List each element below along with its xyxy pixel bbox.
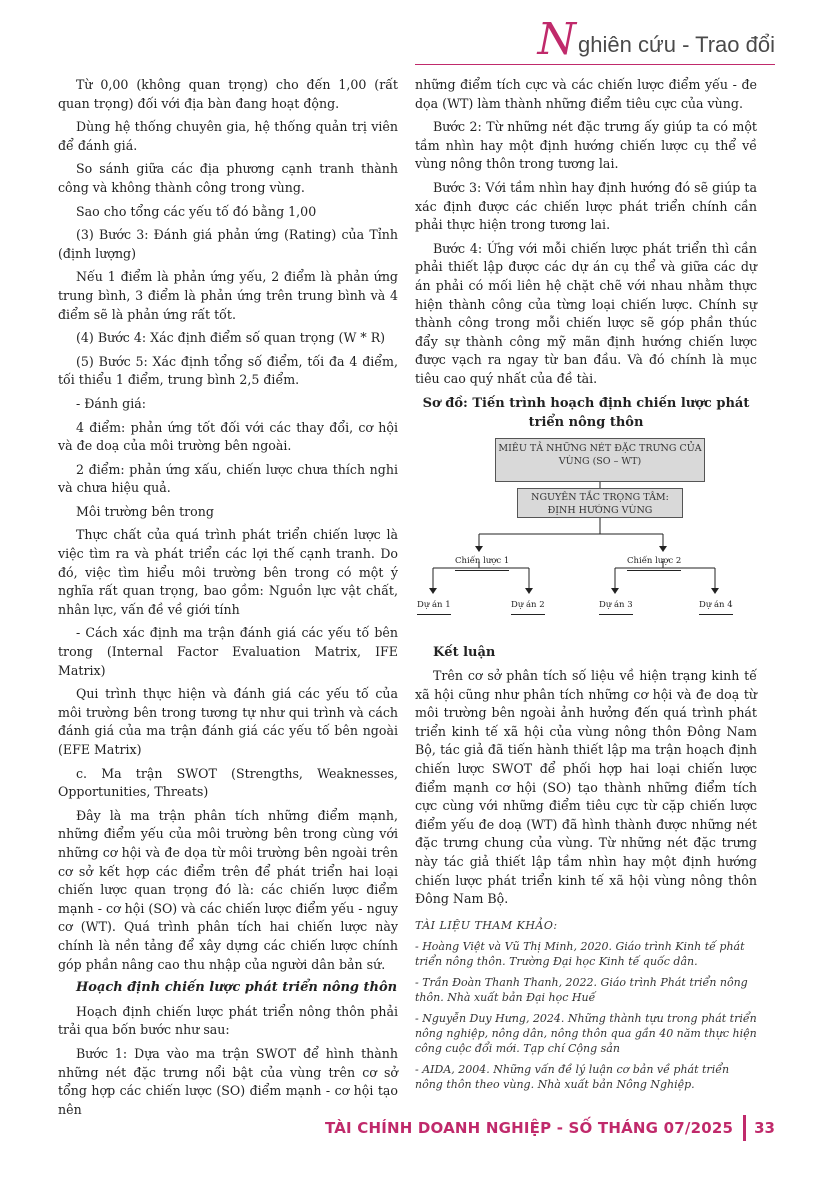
paragraph: (5) Bước 5: Xác định tổng số điểm, tối đa 4 điểm, tối thiểu 1 điểm, trung bình 2,5 điểm. bbox=[58, 353, 398, 388]
section-header-initial: N bbox=[537, 14, 577, 65]
right-column-text bbox=[415, 76, 757, 389]
diagram-project-3: Dự án 3 bbox=[599, 596, 633, 616]
paragraph: Qui trình thực hiện và đánh giá các yếu tố của môi trường bên trong tương tự như qui trình và cách đánh giá của ma trận đánh giá các yếu tố bên ngoài (EFE Matrix) bbox=[58, 686, 398, 757]
paragraph: (4) Bước 4: Xác định điểm số quan trọng (W * R) bbox=[76, 330, 386, 346]
footer-divider bbox=[743, 1115, 746, 1141]
paragraph: (3) Bước 3: Đánh giá phản ứng (Rating) của Tỉnh (định lượng) bbox=[58, 227, 398, 261]
paragraph: Bước 1: Dựa vào ma trận SWOT để hình thành những nét đặc trưng nổi bật của vùng trên cơ sở tổng hợp các chiến lược (SO) điểm mạnh - cơ hội tạo nên bbox=[58, 1045, 398, 1117]
diagram-box-characteristics: MIÊU TẢ NHỮNG NÉT ĐẶC TRƯNG CỦA VÙNG (SO – WT) bbox=[495, 438, 705, 482]
diagram-project-2: Dự án 2 bbox=[511, 596, 545, 616]
page-number: 33 bbox=[754, 1119, 775, 1137]
paragraph: 4 điểm: phản ứng tốt đối với các thay đổi, cơ hội và đe doạ của môi trường bên ngoài. bbox=[58, 419, 398, 454]
paragraph: Nếu 1 điểm là phản ứng yếu, 2 điểm là phản ứng trung bình, 3 điểm là phản ứng trên trung bình và 4 điểm sẽ là phản ứng rất tốt. bbox=[58, 269, 398, 322]
paragraph: Môi trường bên trong bbox=[76, 503, 214, 519]
strategy-diagram bbox=[415, 436, 757, 636]
reference-item: - Nguyễn Duy Hưng, 2024. Những thành tựu trong phát triển nông nghiệp, nông dân, nông thôn qua gần 40 năm thực hiện công cuộc đổi mới. Tạp chí Cộng sản bbox=[415, 1012, 757, 1055]
paragraph: Đây là ma trận phân tích những điểm mạnh, những điểm yếu của môi trường bên trong cùng với những cơ hội và đe dọa từ môi trường bên ngoài trên cơ sở kết hợp các điểm trên để phát triển hai loại chiến lược quan trọng đó là: các chiến lược điểm mạnh - cơ hội (SO) và các chiến lược điểm yếu - nguy cơ (WT). Quá trình phân tích hai chiến lược này chính là nền tảng để xây dựng các chiến lược chính góp phần nâng cao thu nhập của người dân bản sứ. bbox=[58, 807, 398, 972]
right-column bbox=[415, 76, 757, 914]
diagram-strategy-1: Chiến lược 1 bbox=[455, 552, 509, 572]
paragraph: Sao cho tổng các yếu tố đó bằng 1,00 bbox=[76, 203, 317, 219]
diagram-project-4: Dự án 4 bbox=[699, 596, 733, 616]
left-column bbox=[58, 76, 398, 1124]
diagram-strategy-2: Chiến lược 2 bbox=[627, 552, 681, 572]
references-title: TÀI LIỆU THAM KHẢO: bbox=[415, 919, 558, 932]
paragraph: Bước 3: Với tầm nhìn hay định hướng đó sẽ giúp ta xác định được các chiến lược phát triển chính cần phải thực hiện trong tương lai. bbox=[415, 179, 757, 233]
paragraph: Thực chất của quá trình phát triển chiến lược là việc tìm ra và phát triển các lợi thế cạnh tranh. Do đó, việc tìm hiểu môi trường bên trong có một ý nghĩa rất quan trọng, bao gồm: Nguồn lực vật chất, nhân lực, vấn đề về giới tính bbox=[58, 527, 398, 617]
paragraph: Bước 4: Ứng với mỗi chiến lược phát triển thì cần phải thiết lập được các dự án cụ thể và giữa các dự án phải có mối liên hệ chặt chẽ với nhau nhằm thực hiện thành công của từng loại chiến lược. Chính sự thành công trong mỗi chiến lược sẽ góp phần thúc đẩy sự thành công mỹ mãn định hướng chiến lược được vạch ra ngay từ ban đầu. Và đó chính là mục tiêu cao quý nhất của đề tài. bbox=[415, 240, 757, 386]
diagram-title: Sơ đồ: Tiến trình hoạch định chiến lược phát triển nông thôn bbox=[422, 395, 750, 430]
paragraph: c. Ma trận SWOT (Strengths, Weaknesses, Opportunities, Threats) bbox=[58, 765, 398, 800]
paragraph: Hoạch định chiến lược phát triển nông thôn phải trải qua bốn bước như sau: bbox=[58, 1003, 398, 1038]
reference-item: - Trần Đoàn Thanh Thanh, 2022. Giáo trình Phát triển nông thôn. Nhà xuất bản Đại học Huế bbox=[415, 976, 748, 1004]
conclusion-text: Trên cơ sở phân tích số liệu về hiện trạng kinh tế xã hội cũng như phân tích những cơ hội và đe doạ từ môi trường bên ngoài ảnh hưởng đến quá trình phát triển kinh tế xã hội của vùng nông thôn Đông Nam Bộ, tác giả đã tiến hành thiết lập ma trận hoạch định chiến lược SWOT để phối hợp hai loại chiến lược điểm mạnh cơ hội (SO) tạo thành những điểm tích cực cùng với những điểm tiêu cực từ cặp chiến lược điểm yếu đe doạ (WT) đã hình thành được những nét đặc trưng chung của vùng. Từ những nét đặc trưng này tác giả thiết lập tầm nhìn hay một định hướng chiến lược phát triển kinh tế xã hội vùng nông thôn Đông Nam Bộ. bbox=[415, 668, 757, 907]
paragraph: Từ 0,00 (không quan trọng) cho đến 1,00 (rất quan trọng) đối với địa bàn đang hoạt động. bbox=[58, 77, 398, 111]
reference-item: - Hoàng Việt và Vũ Thị Minh, 2020. Giáo trình Kinh tế phát triển nông thôn. Trường Đại học Kinh tế quốc dân. bbox=[415, 940, 745, 968]
diagram-project-1: Dự án 1 bbox=[417, 596, 451, 616]
page-footer bbox=[325, 1115, 775, 1141]
paragraph: những điểm tích cực và các chiến lược điểm yếu - đe dọa (WT) làm thành những điểm tiêu cực của vùng. bbox=[415, 77, 757, 111]
diagram-box-orientation: NGUYÊN TẮC TRỌNG TÂM: ĐỊNH HƯỚNG VÙNG bbox=[517, 488, 683, 518]
section-header-text: ghiên cứu - Trao đổi bbox=[578, 32, 775, 57]
section-header bbox=[537, 12, 775, 65]
paragraph: Dùng hệ thống chuyên gia, hệ thống quản trị viên để đánh giá. bbox=[58, 119, 398, 153]
section-heading: Hoạch định chiến lược phát triển nông thôn bbox=[76, 980, 398, 996]
conclusion-heading: Kết luận bbox=[433, 644, 496, 660]
header-divider bbox=[415, 64, 775, 65]
paragraph: 2 điểm: phản ứng xấu, chiến lược chưa thích nghi và chưa hiệu quả. bbox=[58, 461, 398, 496]
paragraph: - Đánh giá: bbox=[76, 395, 146, 411]
journal-name: TÀI CHÍNH DOANH NGHIỆP - SỐ THÁNG 07/2025 bbox=[324, 1119, 734, 1137]
references bbox=[415, 918, 757, 1098]
paragraph: - Cách xác định ma trận đánh giá các yếu tố bên trong (Internal Factor Evaluation Matrix, IFE Matrix) bbox=[58, 625, 398, 678]
reference-item: - AIDA, 2004. Những vấn đề lý luận cơ bản về phát triển nông thôn theo vùng. Nhà xuất bản Nông Nghiệp. bbox=[415, 1063, 730, 1091]
paragraph: Bước 2: Từ những nét đặc trưng ấy giúp ta có một tầm nhìn hay một định hướng chiến lược cụ thể về vùng nông thôn trong tương lai. bbox=[415, 119, 757, 172]
paragraph: So sánh giữa các địa phương cạnh tranh thành công và không thành công trong vùng. bbox=[58, 161, 398, 195]
